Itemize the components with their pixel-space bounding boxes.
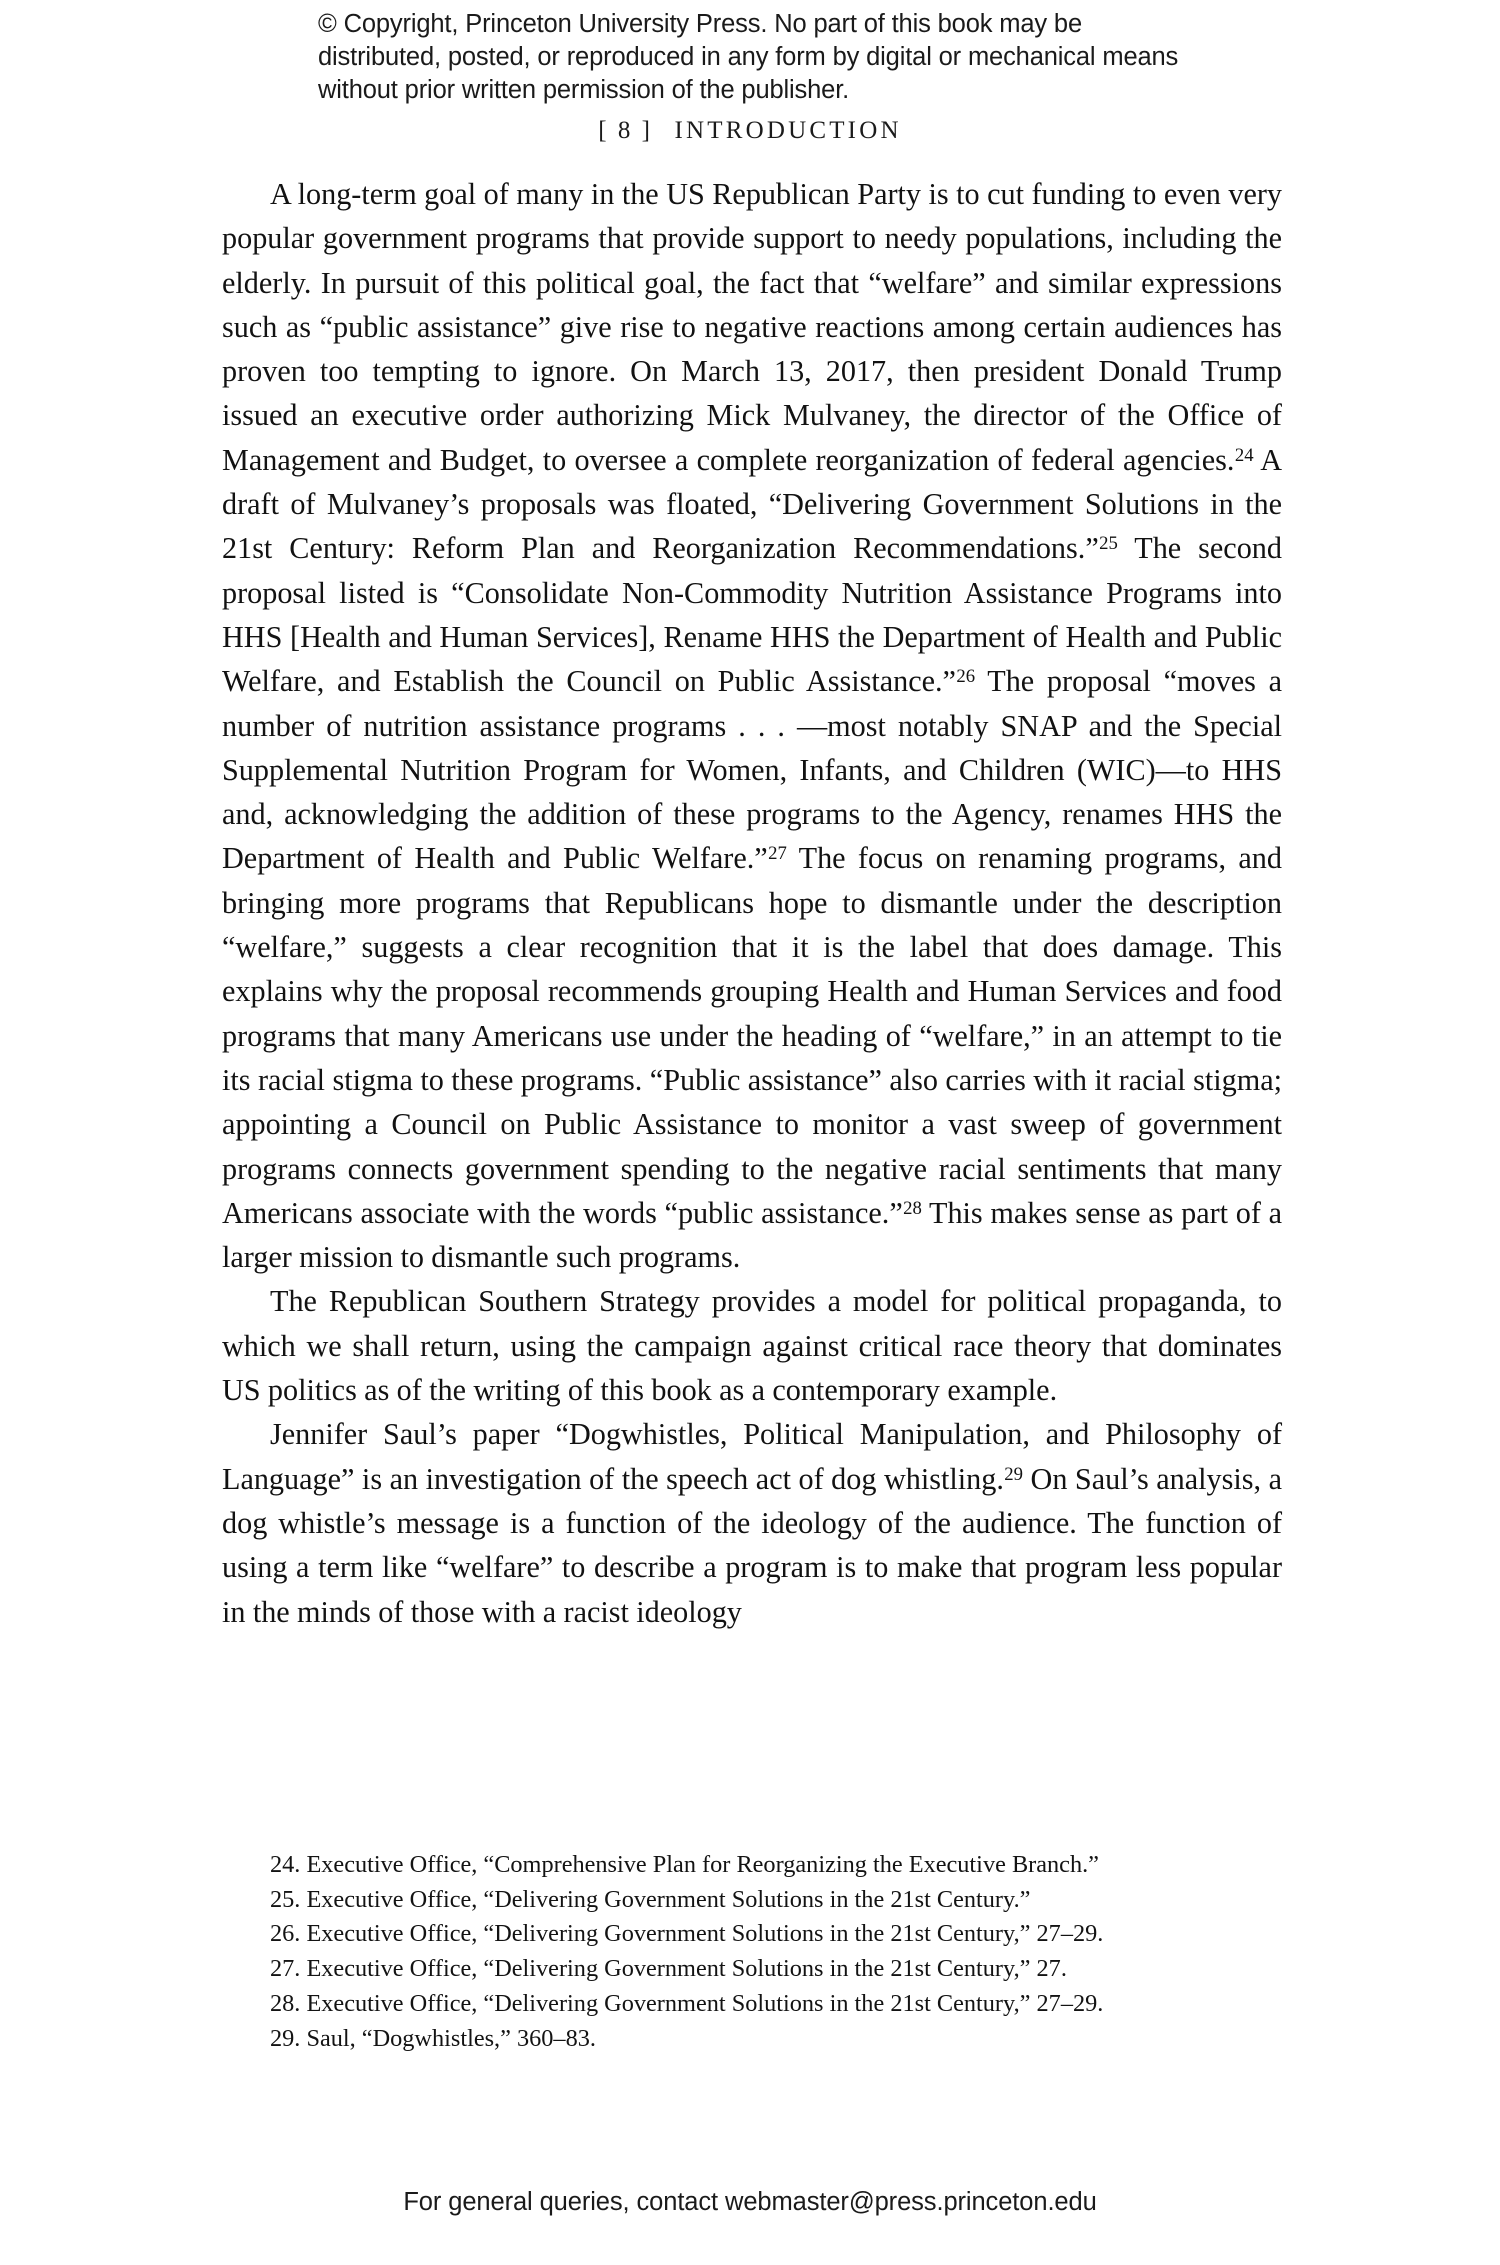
footnote-entry: 24. Executive Office, “Comprehensive Plan for Reorganizing the Executive Branch.” <box>270 1851 1099 1878</box>
footnote-marker[interactable]: 29 <box>1004 1463 1023 1485</box>
footnote-marker[interactable]: 28 <box>903 1197 922 1219</box>
body-text-run: A draft of Mulvaney’s proposals was floated, “Delivering Government Solutions in the 21st Century: Reform Plan and Reorganization Recommendations.” <box>222 442 1282 566</box>
footnote-entry: 25. Executive Office, “Delivering Government Solutions in the 21st Century.” <box>270 1885 1031 1913</box>
footnote-marker[interactable]: 24 <box>1234 444 1254 466</box>
page-folio: [ 8 ] <box>598 117 653 144</box>
footnote-marker[interactable]: 26 <box>956 666 976 688</box>
body-text-run: This makes sense as part of a larger mission to dismantle such programs. <box>222 1195 1282 1275</box>
body-paragraph <box>222 172 1282 1279</box>
body-text-run: Jennifer Saul’s paper “Dogwhistles, Political Manipulation, and Philosophy of Language” is an investigation of the speech act of dog whistling. <box>222 1417 1282 1496</box>
body-paragraph <box>222 1279 1282 1412</box>
footer-notice: For general queries, contact webmaster@press.princeton.edu <box>403 2188 1097 2216</box>
running-head <box>0 117 1500 145</box>
footnote-entry: 29. Saul, “Dogwhistles,” 360–83. <box>270 2024 596 2052</box>
footnote-entry: 28. Executive Office, “Delivering Government Solutions in the 21st Century,” 27–29. <box>270 1989 1104 2017</box>
copyright-notice: © Copyright, Princeton University Press. No part of this book may be distributed, posted, or reproduced in any form by digital or mechanical means without prior written permission of the publisher. <box>318 10 1179 105</box>
body-text-run: A long-term goal of many in the US Republican Party is to cut funding to even very popular government programs that provide support to needy populations, including the elderly. In pursuit of this political goal, the fact that “welfare” and similar expressions such as “public assistance” give rise to negative reactions among certain audiences has proven too tempting to ignore. On March 13, 2017, then president Donald Trump issued an executive order authorizing Mick Mulvaney, the director of the Office of Management and Budget, to oversee a complete reorganization of federal agencies. <box>222 177 1282 477</box>
body-text-block <box>222 172 1282 1634</box>
body-paragraph <box>222 1412 1282 1633</box>
footnote-entry: 26. Executive Office, “Delivering Government Solutions in the 21st Century,” 27–29. <box>270 1920 1104 1948</box>
footnote-marker[interactable]: 25 <box>1099 533 1118 555</box>
chapter-name: INTRODUCTION <box>674 117 902 144</box>
footnotes-block <box>222 1848 1282 2056</box>
body-text-run: The proposal “moves a number of nutrition assistance programs . . . —most notably SNAP and the Special Supplemental Nutrition Program for Women, Infants, and Children (WIC)—to HHS and, acknowledging the addition of these programs to the Agency, renames HHS the Department of Health and Public Welfare.” <box>222 664 1282 876</box>
body-text-run: On Saul’s analysis, a dog whistle’s message is a function of the ideology of the audience. The function of using a term like “welfare” to describe a program is to make that program less popular in the minds of those with a racist ideology <box>222 1461 1282 1629</box>
body-text-run: The second proposal listed is “Consolidate Non-Commodity Nutrition Assistance Programs into HHS [Health and Human Services], Rename HHS the Department of Health and Public Welfare, and Establish the Council on Public Assistance.” <box>222 531 1282 699</box>
body-text-run: The Republican Southern Strategy provides a model for political propaganda, to which we shall return, using the campaign against critical race theory that dominates US politics as of the writing of this book as a contemporary example. <box>222 1284 1282 1408</box>
footnote-marker[interactable]: 27 <box>768 843 787 865</box>
footnote-entry: 27. Executive Office, “Delivering Government Solutions in the 21st Century,” 27. <box>270 1955 1067 1983</box>
body-text-run: The focus on renaming programs, and bringing more programs that Republicans hope to dismantle under the description “welfare,” suggests a clear recognition that it is the label that does damage. This explains why the proposal recommends grouping Health and Human Services and food programs that many Americans use under the heading of “welfare,” in an attempt to tie its racial stigma to these programs. “Public assistance” also carries with it racial stigma; appointing a Council on Public Assistance to monitor a vast sweep of government programs connects government spending to the negative racial sentiments that many Americans associate with the words “public assistance.” <box>222 841 1282 1230</box>
